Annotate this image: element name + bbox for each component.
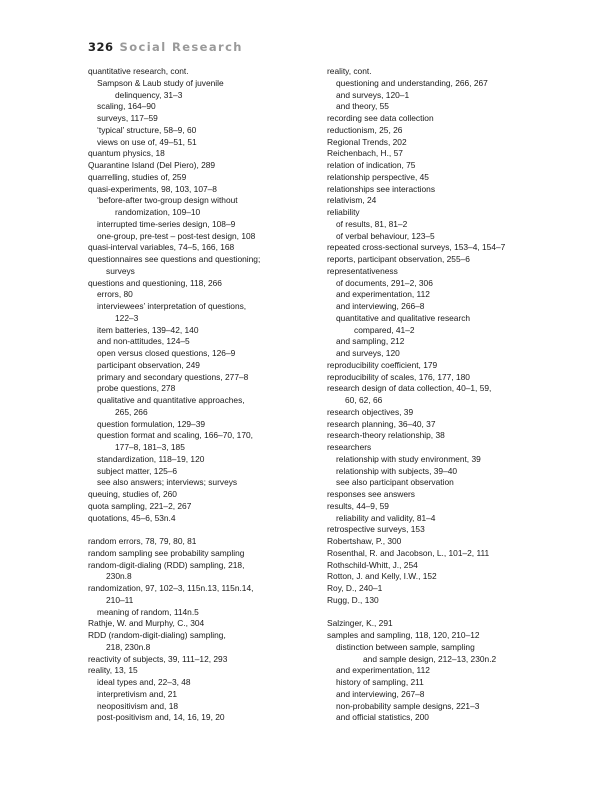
index-heading: quota sampling, 221–2, 267 [88, 500, 192, 511]
index-heading: Reichenbach, H., 57 [327, 148, 403, 159]
index-heading: quotations, 45–6, 53n.4 [88, 512, 176, 523]
index-subentry: 60, 62, 66 [345, 395, 383, 405]
index-subentry: and sampling, 212 [336, 336, 405, 347]
index-heading: representativeness [327, 265, 398, 276]
index-subentry: post-positivism and, 14, 16, 19, 20 [97, 712, 225, 723]
index-subentry: and experimentation, 112 [336, 289, 430, 300]
index-subentry: see also participant observation [336, 477, 454, 488]
index-heading: research planning, 36–40, 37 [327, 418, 436, 429]
index-subentry: and surveys, 120–1 [336, 89, 410, 100]
running-title: Social Research [119, 40, 243, 54]
index-heading: reproducibility of scales, 176, 177, 180 [327, 371, 470, 382]
index-column-right [327, 66, 582, 724]
index-subentry: and theory, 55 [336, 101, 389, 112]
index-subentry: Sampson & Laub study of juvenile [97, 77, 224, 88]
index-subentry: compared, 41–2 [354, 324, 415, 335]
index-subentry: surveys, 117–59 [97, 113, 158, 123]
index-heading: RDD (random-digit-dialing) sampling, [88, 630, 226, 640]
index-heading: responses see answers [327, 489, 415, 499]
index-subentry: and surveys, 120 [336, 348, 400, 358]
index-subentry: errors, 80 [97, 289, 133, 300]
index-heading: randomization, 97, 102–3, 115n.13, 115n.14, [88, 583, 254, 593]
index-subentry: relationship with study environment, 39 [336, 453, 481, 464]
index-subentry: quantitative and qualitative research [336, 312, 471, 323]
index-heading: researchers [327, 442, 372, 452]
index-subentry: views on use of, 49–51, 51 [97, 136, 197, 147]
index-subentry: interviewees’ interpretation of questions, [97, 301, 247, 311]
index-subentry: relationship with subjects, 39–40 [336, 465, 458, 476]
index-heading: Rothschild-Whitt, J., 254 [327, 559, 418, 570]
index-subentry: 218, 230n.8 [106, 641, 151, 652]
index-subentry: question formulation, 129–39 [97, 418, 206, 429]
index-subentry: non-probability sample designs, 221–3 [336, 700, 480, 711]
index-heading: reductionism, 25, 26 [327, 124, 403, 135]
index-subentry: 265, 266 [115, 406, 148, 417]
index-subentry: ‘typical’ structure, 58–9, 60 [97, 124, 197, 135]
index-heading: quasi-interval variables, 74–5, 166, 168 [88, 242, 235, 253]
index-heading: quasi-experiments, 98, 103, 107–8 [88, 183, 217, 194]
index-subentry: meaning of random, 114n.5 [97, 606, 199, 617]
index-subentry: of verbal behaviour, 123–5 [336, 230, 435, 241]
index-subentry: 122–3 [115, 312, 139, 323]
index-subentry: scaling, 164–90 [97, 101, 156, 112]
index-subentry: primary and secondary questions, 277–8 [97, 371, 249, 382]
index-subentry: interpretivism and, 21 [97, 688, 178, 699]
index-heading: quantitative research, cont. [88, 66, 189, 76]
index-heading: Regional Trends, 202 [327, 136, 407, 147]
index-subentry: and experimentation, 112 [336, 665, 430, 676]
index-heading: quantum physics, 18 [88, 148, 165, 159]
index-heading: Rathje, W. and Murphy, C., 304 [88, 618, 205, 629]
index-subentry: 177–8, 181–3, 185 [115, 442, 185, 452]
index-subentry: qualitative and quantitative approaches, [97, 395, 245, 405]
index-subentry: questioning and understanding, 266, 267 [336, 77, 488, 88]
index-subentry: and non-attitudes, 124–5 [97, 336, 190, 347]
index-heading: random errors, 78, 79, 80, 81 [88, 536, 197, 546]
index-section-gap [327, 607, 582, 619]
index-subentry: probe questions, 278 [97, 383, 176, 394]
index-heading: recording see data collection [327, 113, 434, 123]
index-heading: retrospective surveys, 153 [327, 524, 425, 535]
index-heading: Roy, D., 240–1 [327, 583, 383, 593]
index-subentry: subject matter, 125–6 [97, 465, 178, 476]
index-subentry: interrupted time-series design, 108–9 [97, 218, 236, 229]
index-heading: Salzinger, K., 291 [327, 618, 393, 629]
index-subentry: 210–11 [106, 594, 134, 605]
index-section-gap [88, 524, 343, 536]
index-subentry: 230n.8 [106, 571, 132, 582]
index-heading: random-digit-dialing (RDD) sampling, 218, [88, 559, 245, 570]
index-subentry: one-group, pre-test – post-test design, 108 [97, 230, 256, 241]
index-heading: research design of data collection, 40–1, 59, [327, 383, 492, 394]
index-heading: Rosenthal, R. and Jacobson, L., 101–2, 111 [327, 547, 490, 558]
index-heading: research objectives, 39 [327, 406, 414, 417]
running-header [88, 38, 243, 56]
index-heading: repeated cross-sectional surveys, 153–4, 154–7 [327, 242, 506, 253]
index-subentry: and interviewing, 266–8 [336, 301, 425, 311]
index-subentry: question format and scaling, 166–70, 170, [97, 430, 253, 441]
index-heading: research-theory relationship, 38 [327, 430, 445, 441]
page-number: 326 [88, 40, 114, 54]
index-subentry: distinction between sample, sampling [336, 641, 475, 652]
index-subentry: reliability and validity, 81–4 [336, 512, 436, 523]
index-subentry: item batteries, 139–42, 140 [97, 324, 199, 335]
index-heading: relationship perspective, 45 [327, 171, 429, 182]
index-subentry: history of sampling, 211 [336, 677, 424, 687]
index-heading: Quarantine Island (Del Piero), 289 [88, 160, 216, 170]
index-heading: questionnaires see questions and questioning; [88, 254, 261, 264]
index-subentry: see also answers; interviews; surveys [97, 477, 238, 488]
index-heading: Rugg, D., 130 [327, 594, 379, 605]
index-heading: reality, 13, 15 [88, 665, 138, 676]
index-heading: reports, participant observation, 255–6 [327, 254, 470, 264]
index-subentry: open versus closed questions, 126–9 [97, 348, 236, 358]
index-subentry: surveys [106, 265, 135, 276]
index-heading: reality, cont. [327, 66, 372, 76]
index-heading: reactivity of subjects, 39, 111–12, 293 [88, 653, 228, 664]
index-subentry: ideal types and, 22–3, 48 [97, 677, 191, 687]
index-heading: quarrelling, studies of, 259 [88, 171, 187, 182]
index-heading: Robertshaw, P., 300 [327, 536, 402, 546]
index-heading: Rotton, J. and Kelly, I.W., 152 [327, 571, 437, 582]
index-subentry: participant observation, 249 [97, 359, 200, 370]
index-heading: samples and sampling, 118, 120, 210–12 [327, 630, 480, 640]
index-heading: reproducibility coefficient, 179 [327, 359, 438, 370]
index-subentry: of documents, 291–2, 306 [336, 277, 433, 288]
index-subentry: and sample design, 212–13, 230n.2 [363, 653, 497, 664]
index-subentry: randomization, 109–10 [115, 207, 201, 217]
index-subentry: and official statistics, 200 [336, 712, 429, 723]
index-heading: relation of indication, 75 [327, 160, 416, 170]
index-heading: reliability [327, 207, 360, 217]
index-heading: queuing, studies of, 260 [88, 489, 177, 499]
index-subentry: standardization, 118–19, 120 [97, 453, 205, 464]
index-heading: relativism, 24 [327, 195, 377, 206]
index-heading: relationships see interactions [327, 183, 436, 194]
index-subentry: delinquency, 31–3 [115, 89, 183, 100]
index-subentry: ‘before-after two-group design without [97, 195, 238, 206]
index-subentry: neopositivism and, 18 [97, 700, 179, 711]
index-heading: random sampling see probability sampling [88, 547, 245, 558]
index-column-left [88, 66, 343, 724]
index-subentry: and interviewing, 267–8 [336, 688, 425, 699]
index-heading: questions and questioning, 118, 266 [88, 277, 222, 288]
index-heading: results, 44–9, 59 [327, 500, 389, 511]
index-subentry: of results, 81, 81–2 [336, 218, 408, 229]
